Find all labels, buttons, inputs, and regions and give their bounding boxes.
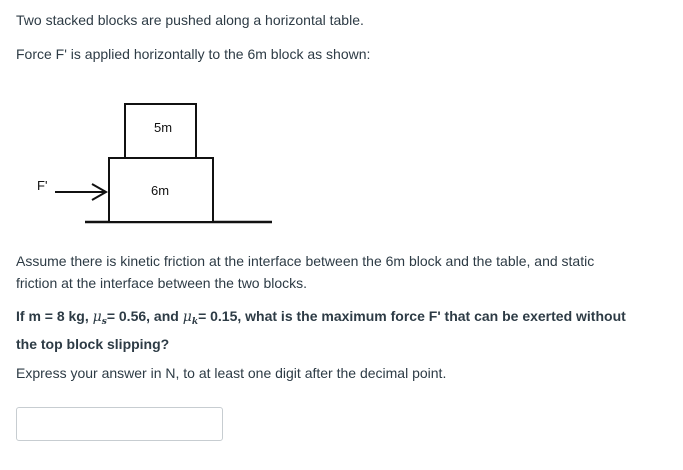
- blocks-diagram: [30, 96, 280, 231]
- question-line-1: [16, 305, 626, 333]
- mu-s-symbol: μ: [92, 309, 102, 325]
- force-description-text: Force F' is applied horizontally to the 6m block as shown:: [16, 46, 371, 62]
- question-prefix: If m = 8 kg,: [16, 308, 93, 324]
- mu-k-symbol: μ: [182, 309, 192, 325]
- mu-k-subscript: k: [191, 317, 199, 327]
- top-block-label: 5m: [153, 120, 173, 135]
- force-label: F': [37, 178, 48, 193]
- bottom-block-label: 6m: [150, 183, 170, 198]
- answer-input[interactable]: [16, 407, 223, 441]
- instructions-text: Express your answer in N, to at least one digit after the decimal point.: [16, 365, 447, 381]
- assumption-line-1: Assume there is kinetic friction at the interface between the 6m block and the table, and static: [16, 253, 595, 269]
- mu-k-value: = 0.15, what is the maximum force F' that can be exerted without: [198, 308, 626, 324]
- intro-text: Two stacked blocks are pushed along a horizontal table.: [16, 12, 364, 28]
- assumption-text: [16, 250, 594, 294]
- question-text: [16, 305, 626, 355]
- mu-s-subscript: s: [101, 317, 107, 327]
- question-line-2: the top block slipping?: [16, 336, 170, 352]
- mu-s-value: = 0.56, and: [106, 308, 183, 324]
- assumption-line-2: friction at the interface between the two blocks.: [16, 275, 308, 291]
